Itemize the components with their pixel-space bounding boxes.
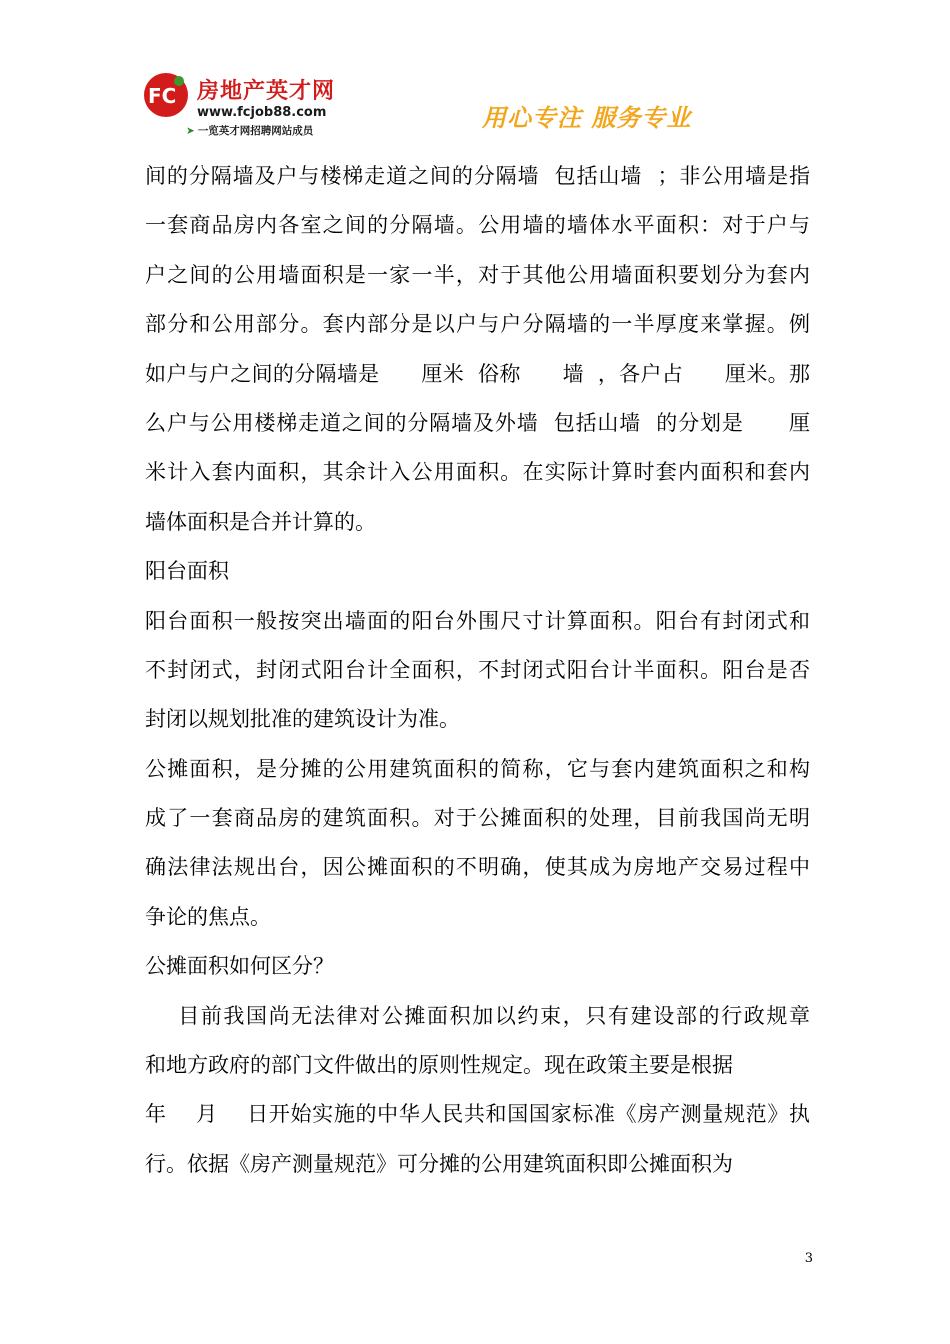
arrow-icon: ➤ <box>186 125 195 137</box>
text-line: 墙体面积是合并计算的。 <box>145 509 376 534</box>
text-line: 封闭以规划批准的建筑设计为准。 <box>145 707 460 732</box>
section-heading: 公摊面积如何区分？ <box>145 954 334 979</box>
text-line: 米计入套内面积，其余计入公用面积。在实际计算时套内面积和套内 <box>145 460 810 485</box>
text-line: 部分和公用部分。套内部分是以户与户分隔墙的一半厚度来掌握。例 <box>145 312 810 337</box>
text-line: 公摊面积，是分摊的公用建筑面积的简称，它与套内建筑面积之和构 <box>145 756 810 781</box>
text-line: 行。依据《房产测量规范》可分摊的公用建筑面积即公摊面积为 <box>145 1151 733 1176</box>
logo-url: www.fcjob88.com <box>197 105 327 120</box>
logo-tagline-text: 一览英才网招聘网站成员 <box>197 125 314 137</box>
text-line: 不封闭式，封闭式阳台计全面积，不封闭式阳台计半面积。阳台是否 <box>145 657 810 682</box>
page-header <box>0 0 950 150</box>
text-line: 争论的焦点。 <box>145 904 271 929</box>
document-body <box>145 152 810 1189</box>
slogan: 用心专注 服务专业 <box>482 104 692 132</box>
text-line: 年 月 日开始实施的中华人民共和国国家标准《房产测量规范》执 <box>145 1102 810 1127</box>
text-line: 成了一套商品房的建筑面积。对于公摊面积的处理，目前我国尚无明 <box>145 806 810 831</box>
logo-tagline <box>186 124 376 138</box>
text-line: 和地方政府的部门文件做出的原则性规定。现在政策主要是根据 <box>145 1053 733 1078</box>
text-line: 间的分隔墙及户与楼梯走道之间的分隔墙 包括山墙 ；非公用墙是指 <box>145 164 810 188</box>
text-line: 如户与户之间的分隔墙是 厘米 俗称 墙 ，各户占 厘米。那 <box>145 361 810 386</box>
text-line: 目前我国尚无法律对公摊面积加以约束，只有建设部的行政规章 <box>145 1003 810 1028</box>
fc-logo-icon <box>143 72 193 118</box>
text-line: 一套商品房内各室之间的分隔墙。公用墙的墙体水平面积：对于户与 <box>145 213 810 238</box>
text-line: 么户与公用楼梯走道之间的分隔墙及外墙 包括山墙 的分划是 厘 <box>145 410 810 435</box>
text-line: 确法律法规出台，因公摊面积的不明确，使其成为房地产交易过程中 <box>145 855 810 880</box>
logo-name: 房地产英才网 <box>197 79 336 104</box>
page-number: 3 <box>804 1251 813 1266</box>
logo-letters: FC <box>148 84 177 108</box>
text-line: 户之间的公用墙面积是一家一半，对于其他公用墙面积要划分为套内 <box>145 262 810 287</box>
section-heading: 阳台面积 <box>145 559 229 584</box>
text-line: 阳台面积一般按突出墙面的阳台外围尺寸计算面积。阳台有封闭式和 <box>145 608 810 633</box>
